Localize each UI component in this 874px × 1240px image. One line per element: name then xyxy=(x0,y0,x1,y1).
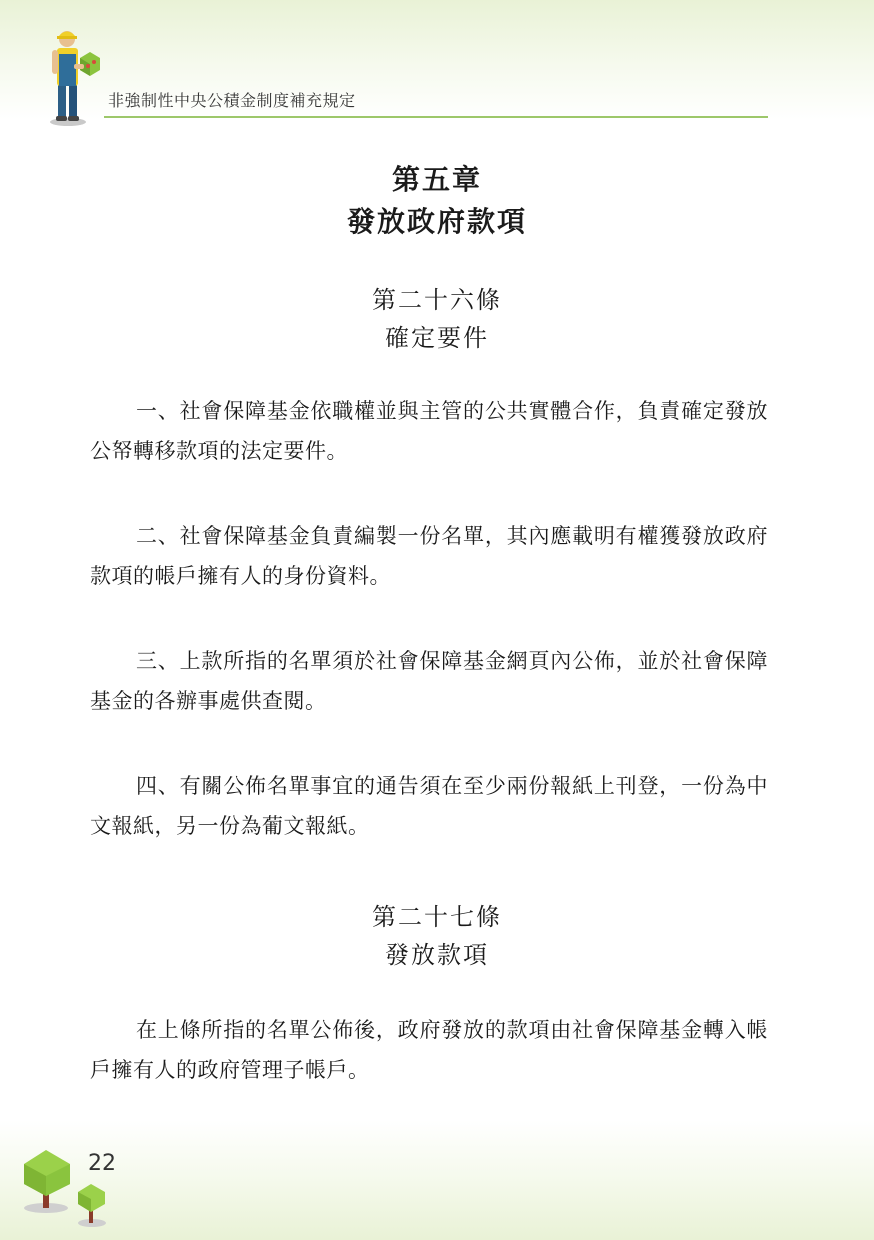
article-27-title: 發放款項 xyxy=(385,941,489,969)
article-26-title: 確定要件 xyxy=(385,324,489,352)
chapter-number: 第五章 xyxy=(391,163,482,196)
header-divider xyxy=(104,116,768,118)
article-26-paragraph-4: 四、有關公佈名單事宜的通告須在至少兩份報紙上刊登，一份為中文報紙，另一份為葡文報紙。 xyxy=(90,774,768,838)
worker-illustration-icon xyxy=(44,24,104,128)
article-27-paragraph-1: 在上條所指的名單公佈後，政府發放的款項由社會保障基金轉入帳戶擁有人的政府管理子帳戶。 xyxy=(90,1018,768,1082)
article-26-paragraph-1: 一、社會保障基金依職權並與主管的公共實體合作，負責確定發放公帑轉移款項的法定要件。 xyxy=(90,399,768,463)
article-26-number: 第二十六條 xyxy=(372,286,502,314)
chapter-title: 發放政府款項 xyxy=(346,205,527,238)
article-27-number: 第二十七條 xyxy=(372,903,502,931)
page-number: 22 xyxy=(88,1151,116,1176)
document-series-title: 非強制性中央公積金制度補充規定 xyxy=(108,91,356,110)
footer-background xyxy=(0,1120,874,1240)
article-26-paragraph-3: 三、上款所指的名單須於社會保障基金網頁內公佈，並於社會保障基金的各辦事處供查閱。 xyxy=(90,649,768,713)
article-26-paragraph-2: 二、社會保障基金負責編製一份名單，其內應載明有權獲發放政府款項的帳戶擁有人的身份資料。 xyxy=(90,524,768,588)
